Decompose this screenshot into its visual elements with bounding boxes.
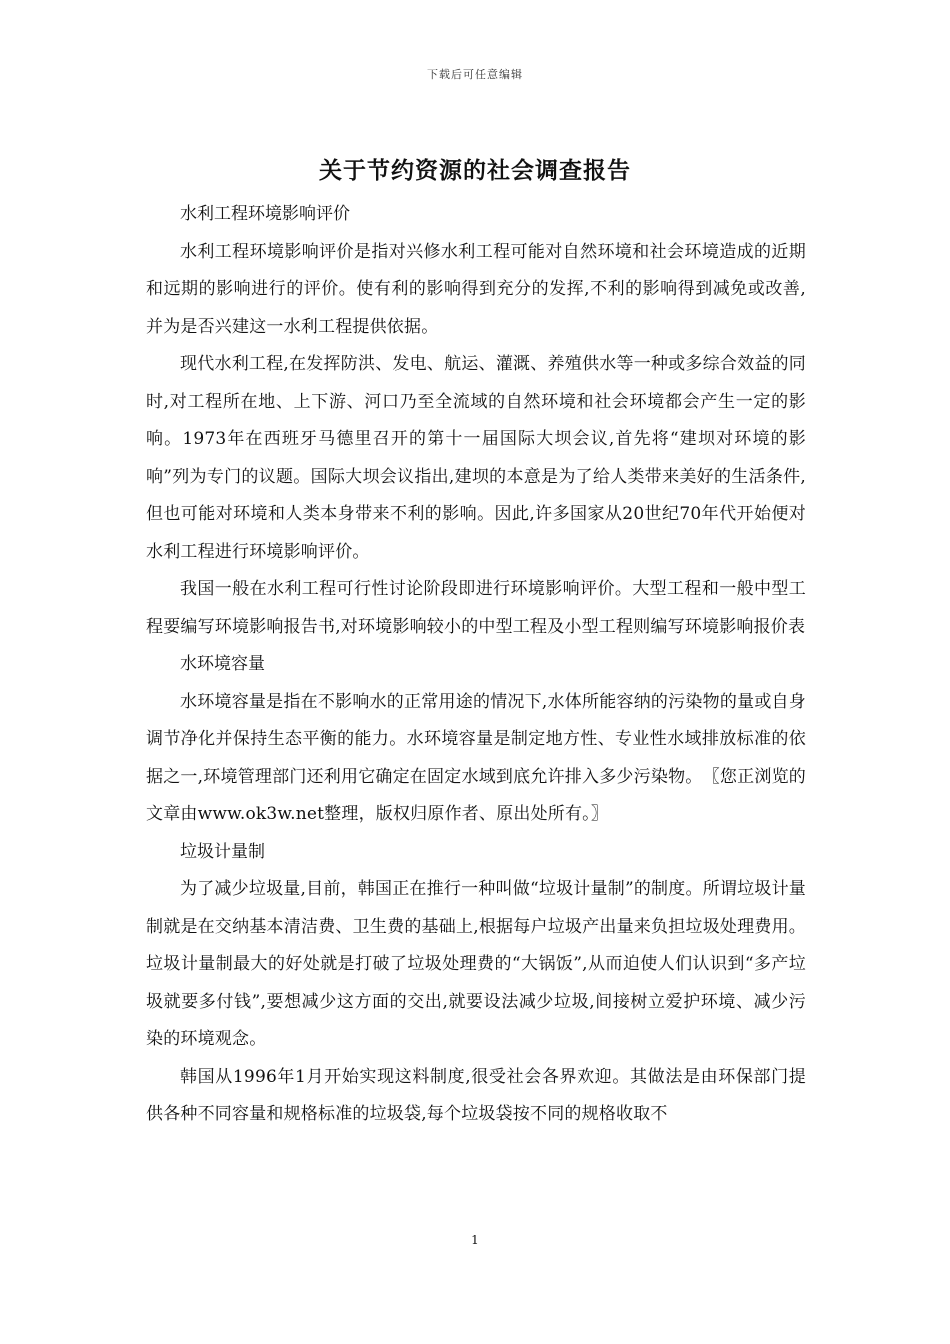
section-heading: 水环境容量: [180, 654, 265, 674]
header-note: 下载后可任意编辑: [427, 68, 523, 81]
document-title: 关于节约资源的社会调查报告: [319, 158, 631, 184]
section-heading: 垃圾计量制: [180, 841, 265, 862]
section-water-conservancy: [146, 196, 806, 646]
section-water-capacity: [146, 646, 806, 834]
page-number: 1: [471, 1233, 479, 1247]
paragraph: 水利工程环境影响评价是指对兴修水利工程可能对自然环境和社会环境造成的近期和远期的影响进行的评价。使有利的影响得到充分的发挥,不利的影响得到减免或改善,并为是否兴建这一水利工程提供依据。: [146, 241, 806, 337]
paragraph: 水环境容量是指在不影响水的正常用途的情况下,水体所能容纳的污染物的量或自身调节净化并保持生态平衡的能力。水环境容量是制定地方性、专业性水域排放标准的依据之一,环境管理部门还利用它确定在固定水域到底允许排入多少污染物。 〖您正浏览的文章由www.ok3w.net整理，版权归原作者、原出处所有。〗: [146, 691, 806, 824]
section-garbage-metering: [146, 834, 806, 1134]
document-body: [146, 196, 806, 1134]
paragraph: 韩国从1996年1月开始实现这料制度,很受社会各界欢迎。其做法是由环保部门提供各种不同容量和规格标准的垃圾袋,每个垃圾袋按不同的规格收取不: [146, 1066, 806, 1124]
paragraph: 我国一般在水利工程可行性讨论阶段即进行环境影响评价。大型工程和一般中型工程要编写环境影响报告书,对环境影响较小的中型工程及小型工程则编写环境影响报价表: [146, 579, 806, 637]
section-heading: 水利工程环境影响评价: [180, 204, 350, 224]
paragraph: 为了减少垃圾量,目前，韩国正在推行一种叫做“垃圾计量制”的制度。所谓垃圾计量制就是在交纳基本清洁费、卫生费的基础上,根据每户垃圾产出量来负担垃圾处理费用。垃圾计量制最大的好处就是打破了垃圾处理费的“大锅饭”,从而迫使人们认识到“多产垃圾就要多付钱”,要想减少这方面的交出,就要设法减少垃圾,间接树立爱护环境、减少污染的环境观念。: [146, 879, 806, 1049]
paragraph: 现代水利工程,在发挥防洪、发电、航运、灌溉、养殖供水等一种或多综合效益的同时,对工程所在地、上下游、河口乃至全流域的自然环境和社会环境都会产生一定的影响。1973年在西班牙马德里召开的第十一届国际大坝会议,首先将“建坝对环境的影响”列为专门的议题。国际大坝会议指出,建坝的本意是为了给人类带来美好的生活条件,但也可能对环境和人类本身带来不利的影响。因此,许多国家从20世纪70年代开始便对水利工程进行环境影响评价。: [146, 354, 806, 562]
